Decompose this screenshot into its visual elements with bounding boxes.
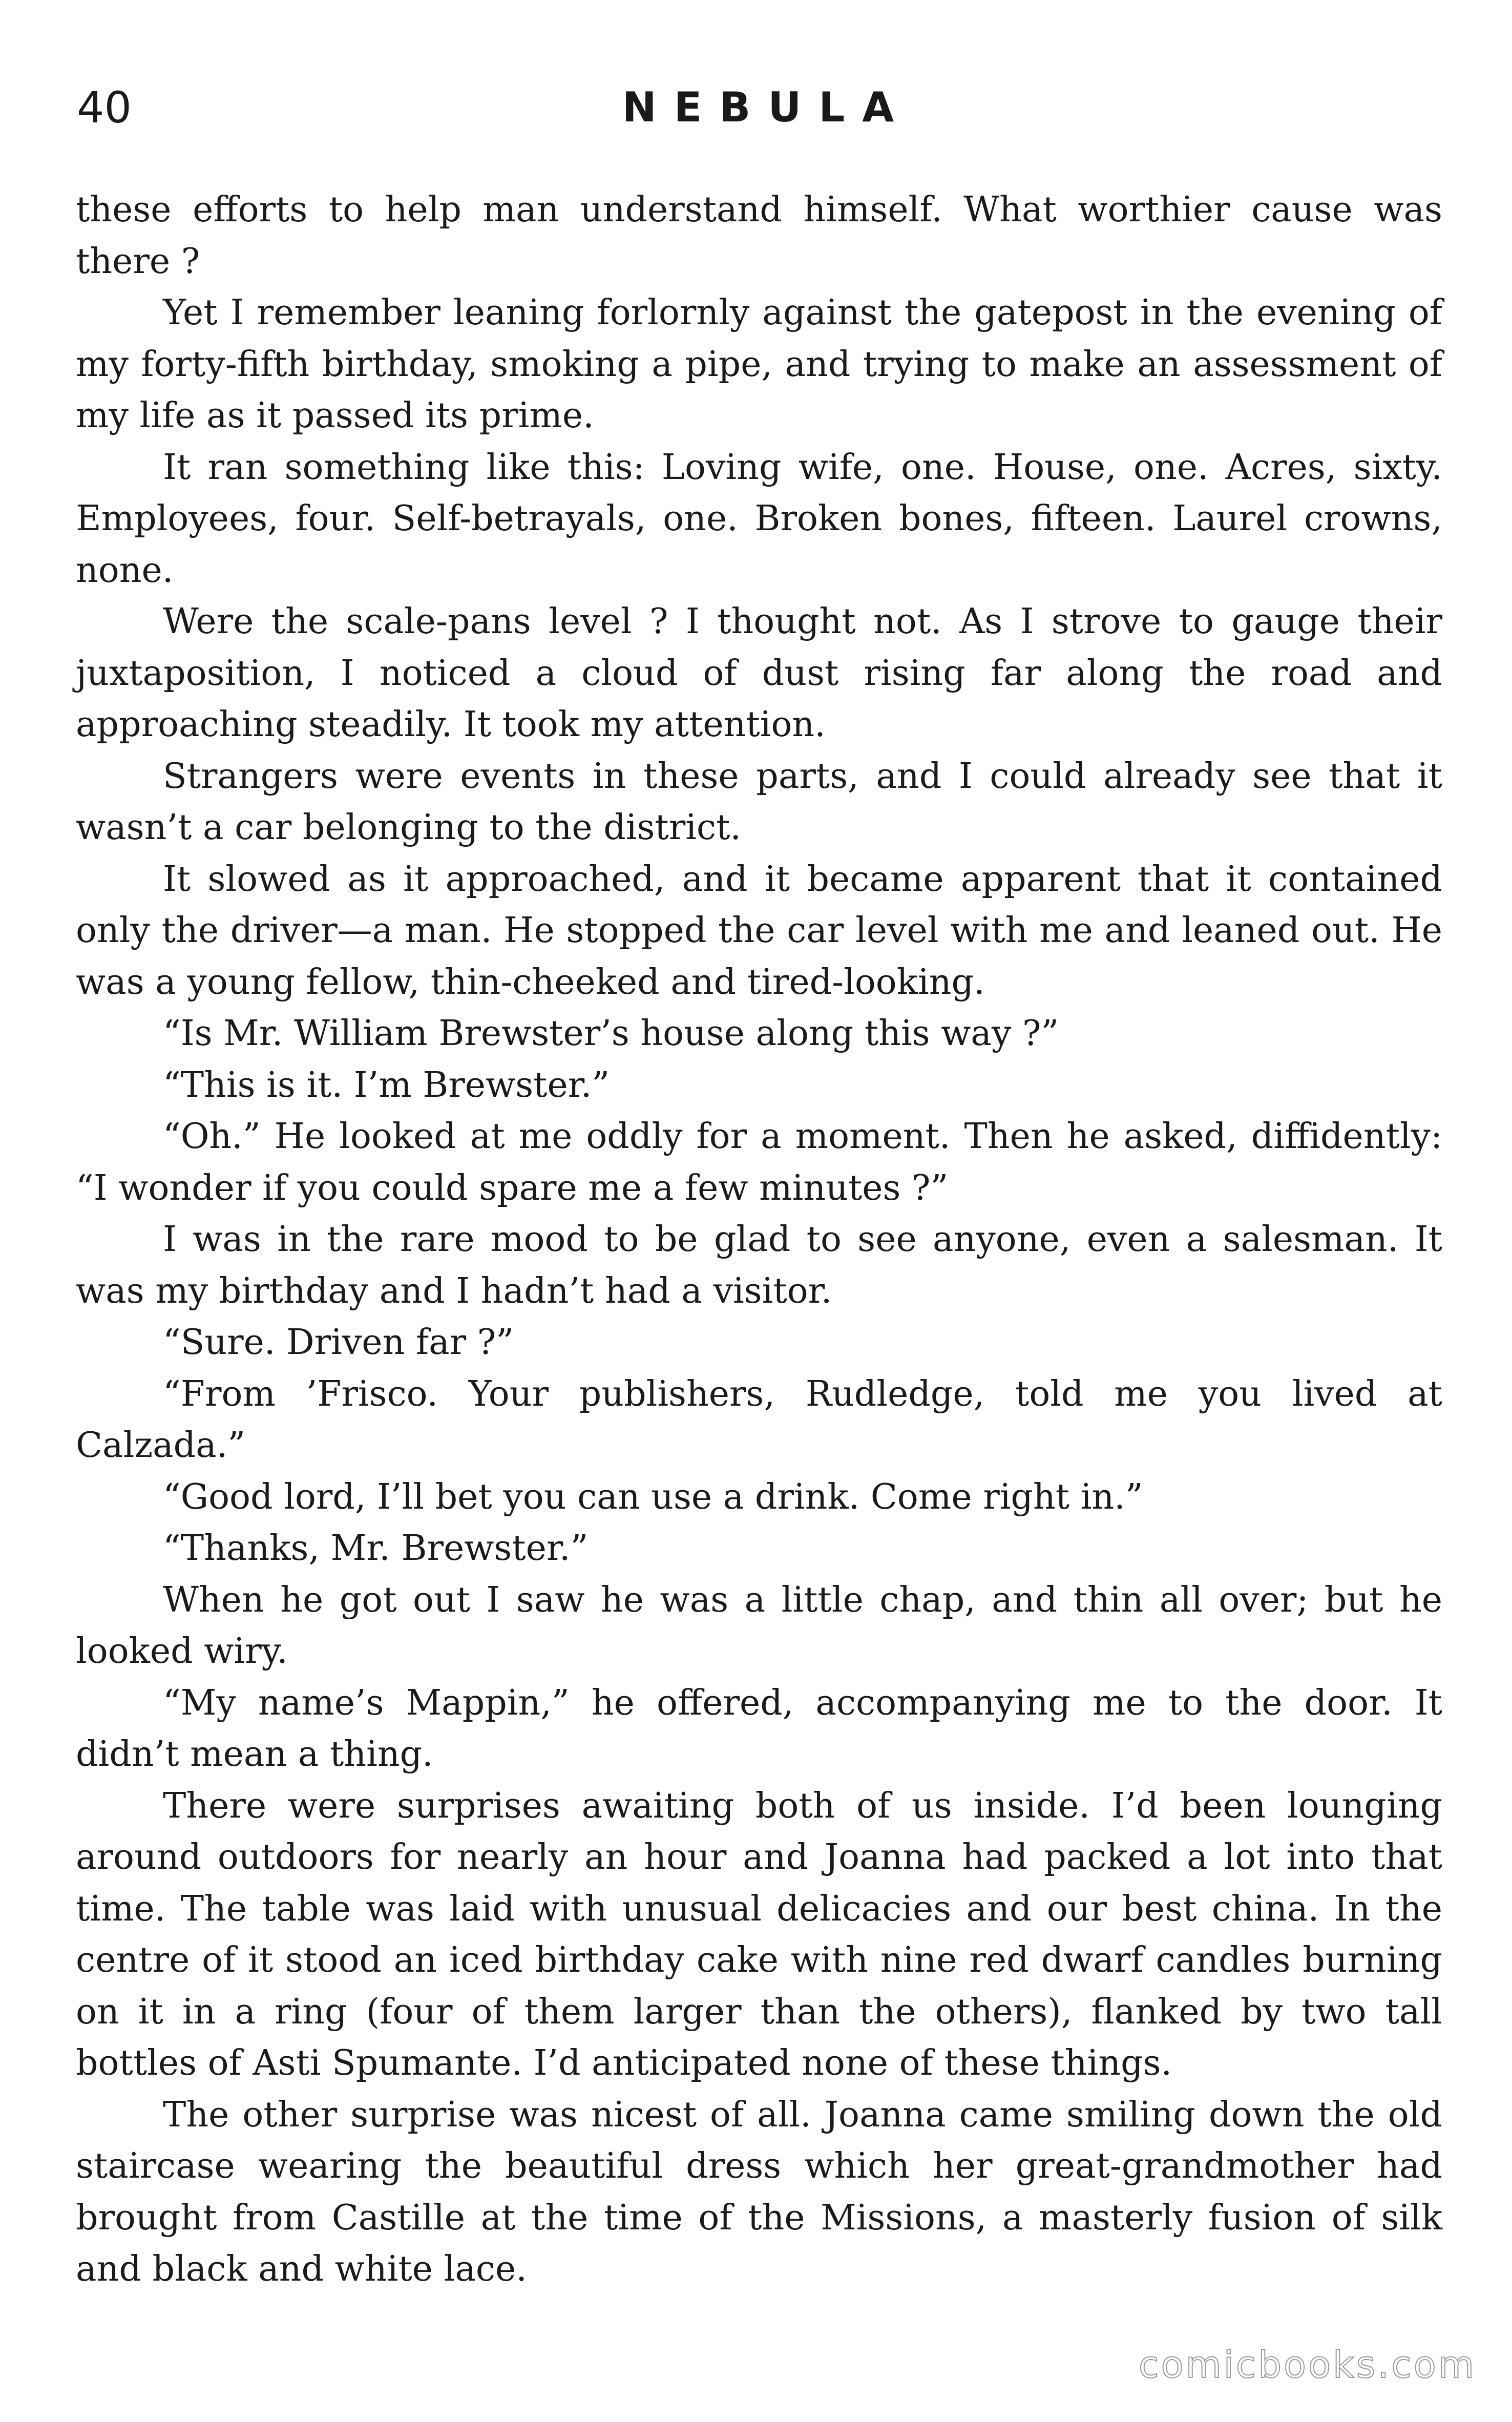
dialogue-paragraph: “Sure. Driven far ?” bbox=[163, 1322, 514, 1363]
paragraph: It ran something like this: Loving wife, one. House, one. Acres, sixty. Employees, four. Self-betrayals, one. Broken bones, fifteen. Laurel crowns, none. bbox=[76, 447, 1442, 591]
paragraph: I was in the rare mood to be glad to see anyone, even a salesman. It was my birthday and I hadn’t had a visitor. bbox=[76, 1219, 1442, 1311]
dialogue-paragraph: “Good lord, I’ll bet you can use a drink. Come right in.” bbox=[163, 1476, 1143, 1517]
dialogue-paragraph: “From ’Frisco. Your publishers, Rudledge, told me you lived at Calzada.” bbox=[76, 1373, 1442, 1466]
paragraph: Yet I remember leaning forlornly against the gatepost in the evening of my forty-fifth birthday, smoking a pipe, and trying to make an assessment of my life as it passed its prime. bbox=[76, 293, 1442, 436]
dialogue-paragraph: “This is it. I’m Brewster.” bbox=[163, 1064, 610, 1105]
paragraph: these efforts to help man understand himself. What worthier cause was there ? bbox=[76, 190, 1442, 282]
paragraph: The other surprise was nicest of all. Joanna came smiling down the old staircase wearing the beautiful dress which her great-grandmother had brought from Castille at the time of the Missions, a masterly fusion of silk and black and white lace. bbox=[76, 2094, 1442, 2289]
paragraph: Were the scale-pans level ? I thought not. As I strove to gauge their juxtaposition, I noticed a cloud of dust rising far along the road and approaching steadily. It took my attention. bbox=[76, 601, 1442, 745]
paragraph: There were surprises awaiting both of us inside. I’d been lounging around outdoors for nearly an hour and Joanna had packed a lot into that time. The table was laid with unusual delicacies and our best china. In the centre of it stood an iced birthday cake with nine red dwarf candles burning on it in a ring (four of them larger than the others), flanked by two tall bottles of Asti Spumante. I’d anticipated none of these things. bbox=[76, 1785, 1442, 2083]
dialogue-paragraph: “Oh.” He looked at me oddly for a moment. Then he asked, diffidently: “I wonder if you could spare me a few minutes ?” bbox=[76, 1116, 1442, 1208]
dialogue-paragraph: “My name’s Mappin,” he offered, accompanying me to the door. It didn’t mean a thing. bbox=[76, 1682, 1442, 1774]
page-number: 40 bbox=[77, 82, 132, 133]
paragraph: Strangers were events in these parts, and I could already see that it wasn’t a car belonging to the district. bbox=[76, 756, 1442, 848]
dialogue-paragraph: “Thanks, Mr. Brewster.” bbox=[163, 1528, 589, 1569]
dialogue-paragraph: “Is Mr. William Brewster’s house along this way ?” bbox=[163, 1013, 1059, 1054]
body-text bbox=[76, 184, 1442, 2295]
page-header bbox=[77, 77, 1439, 138]
paragraph: It slowed as it approached, and it became apparent that it contained only the driver—a man. He stopped the car level with me and leaned out. He was a young fellow, thin-cheeked and tired-looking. bbox=[76, 859, 1442, 1003]
running-title: NEBULA bbox=[622, 83, 912, 131]
paragraph: When he got out I saw he was a little chap, and thin all over; but he looked wiry. bbox=[76, 1579, 1442, 1672]
watermark: comicbooks.com bbox=[1138, 2343, 1476, 2386]
